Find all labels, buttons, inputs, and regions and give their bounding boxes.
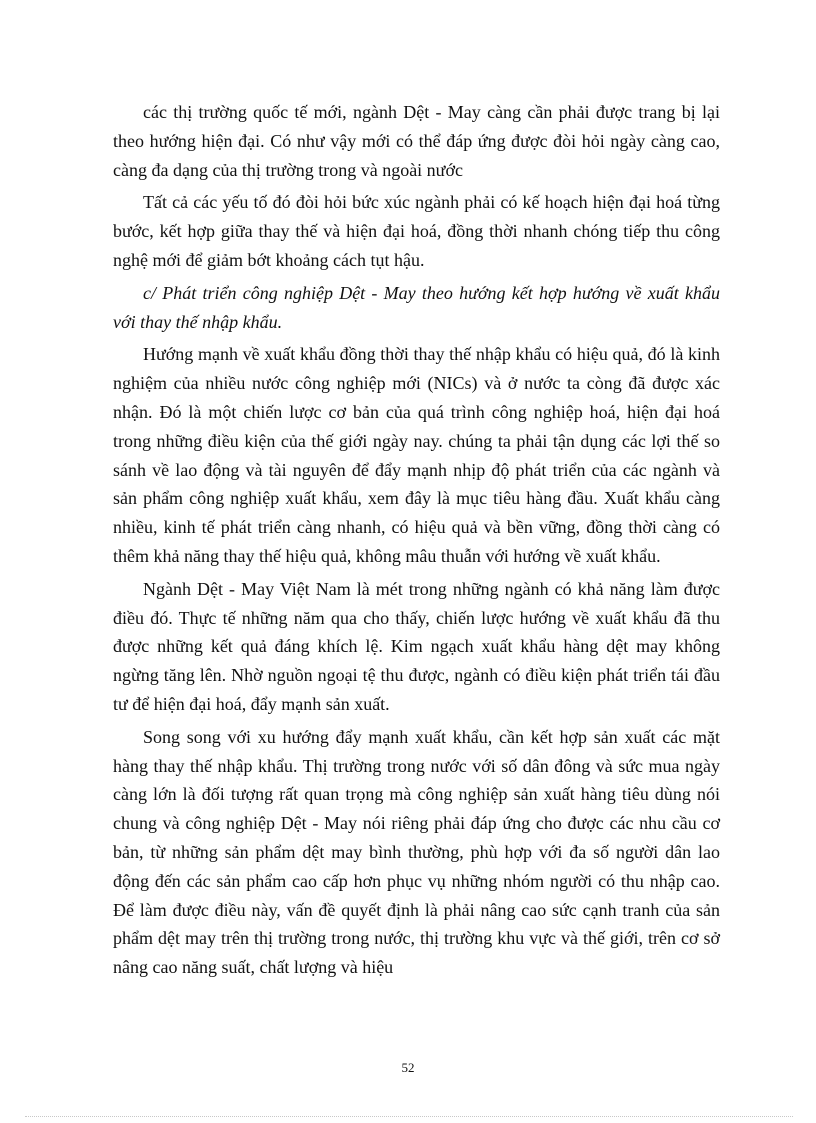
paragraph-vietnam-textile: Ngành Dệt - May Việt Nam là mét trong những ngành có khả năng làm được điều đó. Thực tế những năm qua cho thấy, chiến lược hướng về xuất khẩu đã thu được những kết quả đáng khích lệ. Kim ngạch xuất khẩu hàng dệt may không ngừng tăng lên. Nhờ nguồn ngoại tệ thu được, ngành có điều kiện phát triển tái đầu tư để hiện đại hoá, đẩy mạnh sản xuất. bbox=[113, 578, 720, 714]
page-number: 52 bbox=[401, 1060, 415, 1075]
paragraph-import-substitution: Song song với xu hướng đẩy mạnh xuất khẩu, cần kết hợp sản xuất các mặt hàng thay thế nhập khẩu. Thị trường trong nước với số dân đông và sức mua ngày càng lớn là đối tượng rất quan trọng mà công nghiệp sản xuất hàng tiêu dùng nói chung và công nghiệp Dệt - May nói riêng phải đáp ứng cho được các nhu cầu cơ bản, từ những sản phẩm dệt may bình thường, phù hợp với đa số người dân lao động đến các sản phẩm cao cấp hơn phục vụ những nhóm người có thu nhập cao. Để làm được điều này, vấn đề quyết định là phải nâng cao sức cạnh tranh của sản phẩm dệt may trên thị trường trong nước, thị trường khu vực và thế giới, trên cơ sở nâng cao năng suất, chất lượng và hiệu bbox=[113, 726, 720, 978]
paragraph-export-orientation: Hướng mạnh về xuất khẩu đồng thời thay thế nhập khẩu có hiệu quả, đó là kinh nghiệm của nhiều nước công nghiệp mới (NICs) và ở nước ta còng đã được xác nhận. Đó là một chiến lược cơ bản của quá trình công nghiệp hoá, hiện đại hoá trong những điều kiện của thế giới ngày nay. chúng ta phải tận dụng các lợi thế so sánh về lao động và tài nguyên để đẩy mạnh nhịp độ phát triển của các ngành và sản phẩm công nghiệp xuất khẩu, xem đây là mục tiêu hàng đầu. Xuất khẩu càng nhiều, kinh tế phát triển càng nhanh, có hiệu quả và bền vững, đồng thời càng có thêm khả năng thay thế hiệu quả, không mâu thuẫn với hướng về xuất khẩu. bbox=[113, 344, 720, 566]
bottom-divider bbox=[25, 1116, 793, 1117]
section-heading-c: c/ Phát triển công nghiệp Dệt - May theo hướng kết hợp hướng về xuất khẩu với thay thế nhập khẩu. bbox=[113, 282, 720, 332]
paragraph-modernization: Tất cả các yếu tố đó đòi hỏi bức xúc ngành phải có kế hoạch hiện đại hoá từng bước, kết hợp giữa thay thế và hiện đại hoá, đồng thời nhanh chóng tiếp thu công nghệ mới để giảm bớt khoảng cách tụt hậu. bbox=[113, 192, 720, 270]
paragraph-intro-continuation: các thị trường quốc tế mới, ngành Dệt - May càng cần phải được trang bị lại theo hướng hiện đại. Có như vậy mới có thể đáp ứng được đòi hỏi ngày càng cao, càng đa dạng của thị trường trong và ngoài nước bbox=[113, 102, 720, 180]
body-text bbox=[113, 98, 720, 986]
